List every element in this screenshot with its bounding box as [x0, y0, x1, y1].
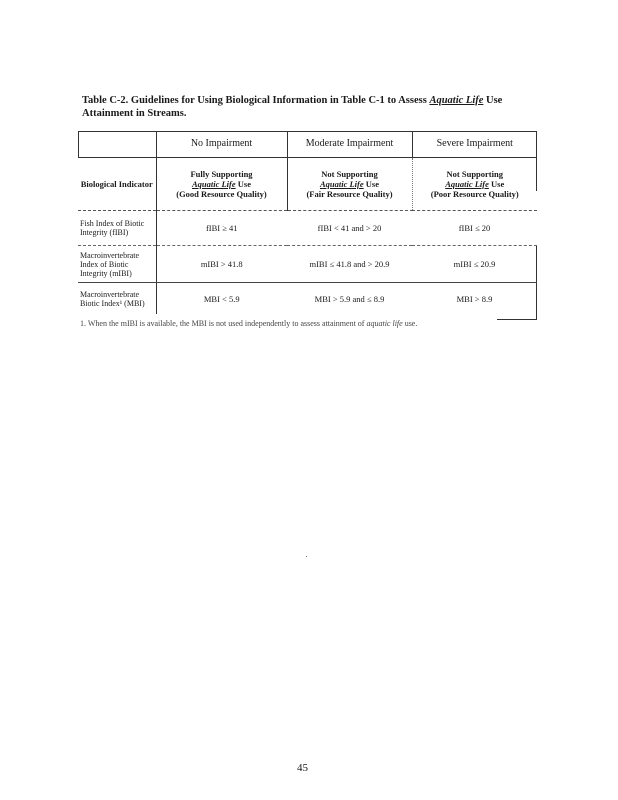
- subheader-use-line: [157, 179, 287, 189]
- table-header-row: [78, 131, 537, 158]
- subheader-not-supporting-poor: [412, 158, 537, 211]
- subheader-status: Fully Supporting: [190, 169, 253, 179]
- indicator-name: Fish Index of Biotic Integrity (fIBI): [78, 211, 156, 246]
- cell-no-impairment: fIBI ≥ 41: [156, 211, 287, 246]
- subheader-fully-supporting: [156, 158, 287, 211]
- cell-severe-impairment: MBI > 8.9: [456, 293, 493, 304]
- subheader-use: Use: [363, 179, 380, 189]
- cell-no-impairment: mIBI > 41.8: [156, 246, 287, 283]
- subheader-status: Not Supporting: [446, 169, 503, 179]
- indicator-name: Macroinvertebrate Biotic Index¹ (MBI): [80, 289, 145, 308]
- cell-no-impairment: MBI < 5.9: [156, 283, 287, 315]
- cell-severe-impairment: fIBI ≤ 20: [412, 211, 537, 246]
- subheader-use: Use: [488, 179, 505, 189]
- footnote-suffix: use.: [402, 319, 418, 328]
- caption-suffix: Use Attainment in Streams.: [82, 95, 503, 119]
- stray-dot: [306, 556, 307, 557]
- cell-moderate-impairment: fIBI < 41 and > 20: [287, 211, 412, 246]
- table-caption: [82, 94, 552, 120]
- subheader-quality: (Good Resource Quality): [176, 189, 267, 199]
- caption-prefix: Table C-2. Guidelines for Using Biological Information in Table C-1 to Assess: [82, 95, 430, 106]
- table-row: [78, 283, 537, 315]
- header-no-impairment: No Impairment: [156, 131, 287, 158]
- footnote-emphasis: aquatic life: [366, 319, 403, 328]
- cell-severe-impairment: mIBI ≤ 20.9: [412, 246, 537, 283]
- header-severe-impairment: Severe Impairment: [412, 131, 537, 158]
- page-number: 45: [297, 762, 308, 774]
- subheader-emphasis: Aquatic Life: [319, 179, 364, 189]
- cell-moderate-impairment: MBI > 5.9 and ≤ 8.9: [314, 293, 385, 304]
- subheader-use-line: [288, 179, 412, 189]
- subheader-use: Use: [235, 179, 252, 189]
- table-row: [78, 211, 537, 246]
- subheader-quality: (Fair Resource Quality): [306, 189, 393, 199]
- biological-indicator-label: Biological Indicator: [80, 179, 153, 189]
- guidelines-table: [78, 131, 537, 314]
- table-footnote: [80, 319, 530, 329]
- subheader-quality: (Poor Resource Quality): [430, 189, 519, 199]
- subheader-not-supporting-fair: [287, 158, 412, 211]
- table-row: [78, 246, 537, 283]
- subheader-emphasis: Aquatic Life: [191, 179, 236, 189]
- subheader-status: Not Supporting: [321, 169, 378, 179]
- subheader-emphasis: Aquatic Life: [445, 179, 489, 189]
- subheader-use-line: [413, 179, 538, 189]
- table-subheader-row: [78, 158, 537, 211]
- caption-emphasis: Aquatic Life: [429, 95, 484, 106]
- header-blank: [78, 131, 156, 158]
- guidelines-table-frame: [78, 131, 537, 320]
- indicator-name: Macroinvertebrate Index of Biotic Integrity (mIBI): [78, 246, 156, 283]
- header-moderate-impairment: Moderate Impairment: [287, 131, 412, 158]
- footnote-text: 1. When the mIBI is available, the MBI is not used independently to assess attainment of: [80, 319, 367, 328]
- cell-moderate-impairment: mIBI ≤ 41.8 and > 20.9: [287, 246, 412, 283]
